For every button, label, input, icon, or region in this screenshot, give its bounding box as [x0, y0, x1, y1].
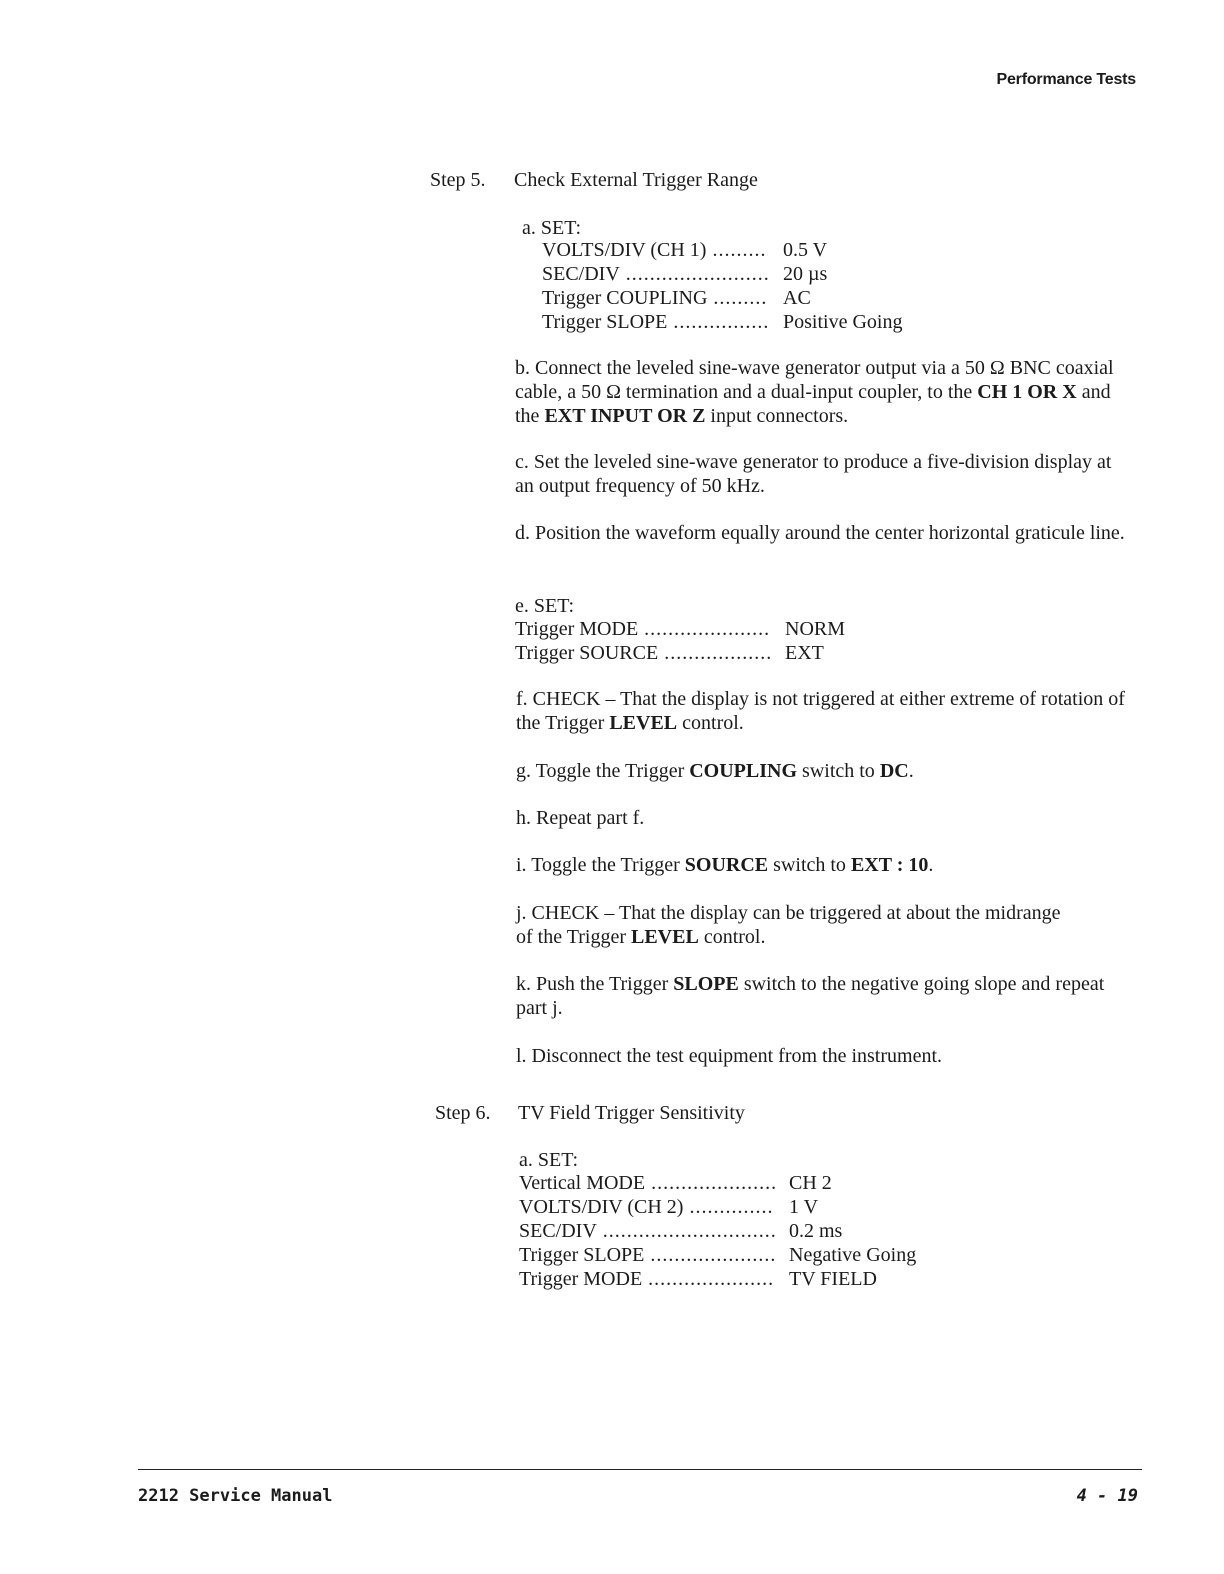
setting-label: Vertical MODE .....: [519, 1171, 775, 1195]
setting-label: Trigger SOURCE .....: [515, 641, 771, 665]
setting-value: 20 µs: [783, 263, 828, 285]
setting-row: [542, 238, 828, 262]
step-5i-paragraph: i. Toggle the Trigger SOURCE switch to EXT : 10.: [516, 854, 934, 876]
step-5d-paragraph: d. Position the waveform equally around the center horizontal graticule line.: [515, 522, 1125, 544]
step-5f-paragraph: f. CHECK – That the display is not triggered at either extreme of rotation of the Trigger LEVEL control.: [516, 688, 1125, 734]
step-5-title: Check External Trigger Range: [514, 169, 758, 191]
step-5c-paragraph: c. Set the leveled sine-wave generator to produce a five-division display at an output frequency of 50 kHz.: [515, 451, 1112, 497]
setting-row: [515, 641, 824, 665]
setting-row: [519, 1243, 917, 1267]
step-5e-settings: [515, 617, 846, 665]
step-6-title: TV Field Trigger Sensitivity: [518, 1102, 745, 1124]
setting-row: [542, 262, 828, 286]
step-6-label: Step 6.: [435, 1102, 491, 1124]
setting-label: SEC/DIV .....: [519, 1219, 775, 1243]
setting-value: NORM: [785, 618, 846, 640]
setting-value: Negative Going: [789, 1244, 917, 1266]
setting-row: [519, 1195, 819, 1219]
setting-row: [542, 286, 811, 310]
step-5b-paragraph: b. Connect the leveled sine-wave generator output via a 50 Ω BNC coaxial cable, a 50 Ω termination and a dual-input coupler, to the CH 1 OR X and the EXT INPUT OR Z input connectors.: [515, 357, 1114, 427]
step-5g-paragraph: g. Toggle the Trigger COUPLING switch to DC.: [516, 760, 914, 782]
setting-value: TV FIELD: [789, 1268, 877, 1290]
step-5a-intro: a. SET:: [522, 217, 581, 239]
setting-row: [542, 310, 903, 334]
setting-row: [519, 1267, 877, 1291]
step-5j-paragraph: j. CHECK – That the display can be triggered at about the midrange of the Trigger LEVEL control.: [516, 902, 1061, 948]
page-header-section: Performance Tests: [996, 71, 1136, 88]
footer-divider: [138, 1469, 1142, 1470]
setting-label: Trigger SLOPE .....: [542, 310, 768, 334]
setting-label: Trigger MODE .....: [515, 617, 771, 641]
setting-value: AC: [783, 287, 811, 309]
step-6a-intro: a. SET:: [519, 1149, 578, 1171]
setting-row: [515, 617, 846, 641]
setting-label: Trigger MODE .....: [519, 1267, 775, 1291]
setting-value: EXT: [785, 642, 824, 664]
setting-label: SEC/DIV .....: [542, 262, 768, 286]
setting-label: VOLTS/DIV (CH 1) .....: [542, 238, 768, 262]
setting-label: VOLTS/DIV (CH 2) .....: [519, 1195, 775, 1219]
step-6a-settings: [519, 1171, 917, 1291]
step-5a-settings: [542, 238, 903, 334]
step-5k-paragraph: k. Push the Trigger SLOPE switch to the negative going slope and repeat part j.: [516, 973, 1105, 1019]
setting-label: Trigger COUPLING .....: [542, 286, 768, 310]
footer-manual-title: 2212 Service Manual: [138, 1486, 333, 1506]
setting-value: 0.2 ms: [789, 1220, 843, 1242]
step-5-label: Step 5.: [430, 169, 486, 191]
footer-page-number: 4 - 19: [1076, 1486, 1138, 1506]
setting-value: Positive Going: [783, 311, 903, 333]
setting-value: 0.5 V: [783, 239, 828, 261]
setting-label: Trigger SLOPE .....: [519, 1243, 775, 1267]
setting-row: [519, 1171, 832, 1195]
setting-value: 1 V: [789, 1196, 819, 1218]
step-5h-paragraph: h. Repeat part f.: [516, 807, 645, 829]
setting-row: [519, 1219, 843, 1243]
step-5l-paragraph: l. Disconnect the test equipment from the instrument.: [516, 1045, 943, 1067]
step-5e-intro: e. SET:: [515, 595, 574, 617]
setting-value: CH 2: [789, 1172, 832, 1194]
